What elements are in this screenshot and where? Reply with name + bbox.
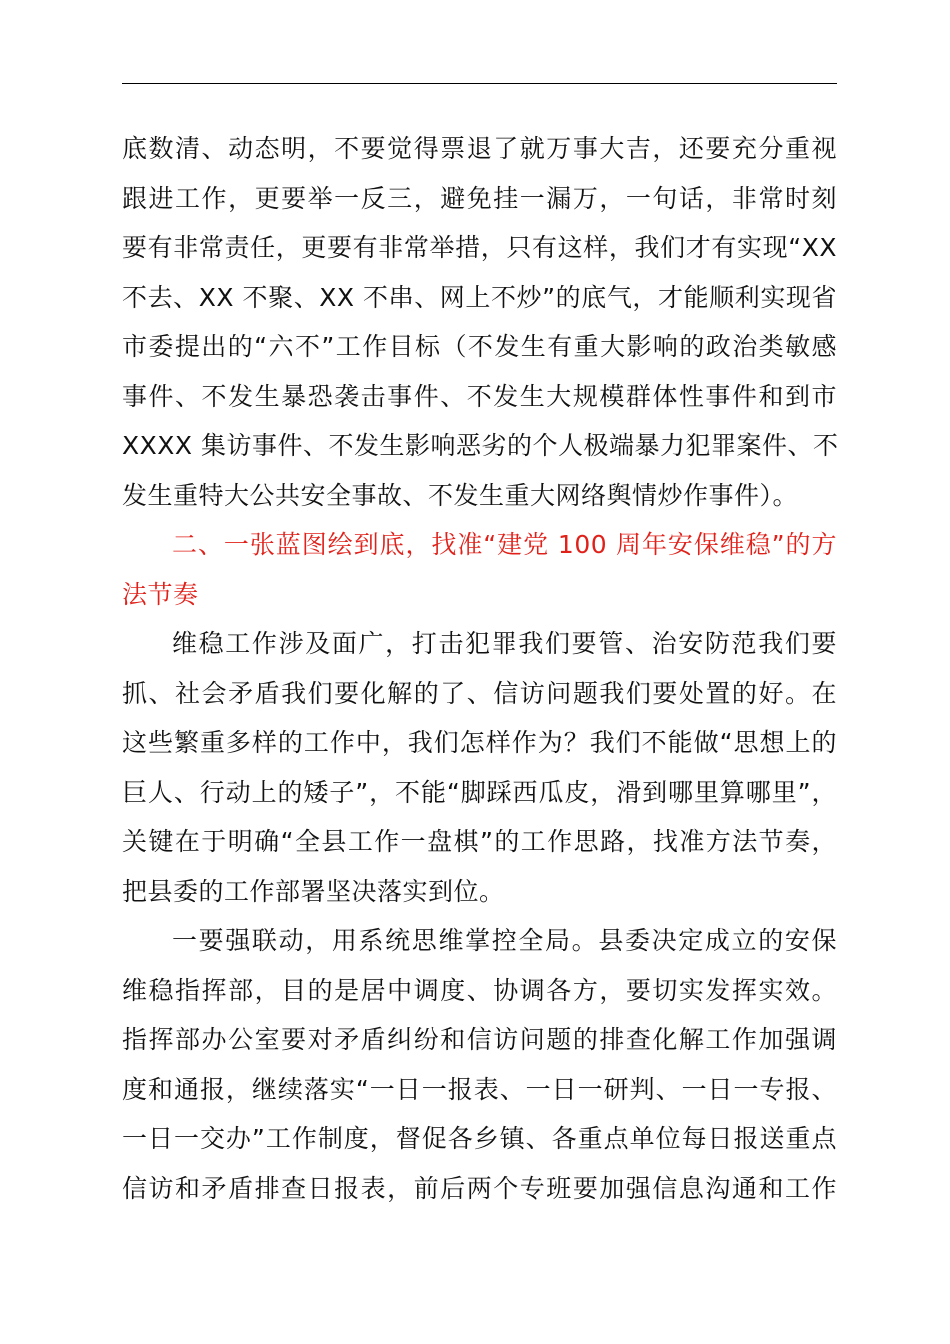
text-line: 把县委的工作部署坚决落实到位。 bbox=[122, 876, 505, 906]
text-line: 市委提出的“六不”工作目标（不发生有重大影响的政治类敏感 bbox=[122, 332, 837, 361]
paragraph-first-line: 一要强联动，用系统思维掌控全局。县委决定成立的安保 bbox=[172, 926, 837, 955]
document-body bbox=[122, 124, 837, 1213]
text-line: 指挥部办公室要对矛盾纠纷和信访问题的排查化解工作加强调 bbox=[122, 1025, 837, 1054]
text-line: 发生重特大公共安全事故、不发生重大网络舆情炒作事件）。 bbox=[122, 480, 799, 510]
header-rule bbox=[122, 83, 837, 84]
text-line: 跟进工作，更要举一反三，避免挂一漏万，一句话，非常时刻 bbox=[122, 183, 837, 213]
paragraph-first-line: 维稳工作涉及面广，打击犯罪我们要管、治安防范我们要 bbox=[172, 629, 837, 658]
text-line: 度和通报，继续落实“一日一报表、一日一研判、一日一专报、 bbox=[122, 1074, 837, 1104]
section-heading-continued: 法节奏 bbox=[122, 579, 199, 609]
text-line: 抓、社会矛盾我们要化解的了、信访问题我们要处置的好。在 bbox=[122, 678, 837, 708]
text-line: 关键在于明确“全县工作一盘棋”的工作思路，找准方法节奏， bbox=[122, 827, 837, 856]
text-line: 不去、XX 不聚、XX 不串、网上不炒”的底气，才能顺利实现省 bbox=[122, 282, 837, 312]
text-line: 一日一交办”工作制度，督促各乡镇、各重点单位每日报送重点 bbox=[122, 1124, 837, 1153]
section-heading: 二、一张蓝图绘到底，找准“建党 100 周年安保维稳”的方 bbox=[172, 530, 837, 559]
text-line: 信访和矛盾排查日报表，前后两个专班要加强信息沟通和工作 bbox=[122, 1173, 837, 1203]
text-line: 要有非常责任，更要有非常举措，只有这样，我们才有实现“XX bbox=[122, 233, 837, 262]
text-line: 维稳指挥部，目的是居中调度、协调各方，要切实发挥实效。 bbox=[122, 975, 837, 1005]
text-line: XXXX 集访事件、不发生影响恶劣的个人极端暴力犯罪案件、不 bbox=[122, 431, 839, 460]
text-line: 事件、不发生暴恐袭击事件、不发生大规模群体性事件和到市 bbox=[122, 381, 837, 411]
text-line: 底数清、动态明，不要觉得票退了就万事大吉，还要充分重视 bbox=[122, 134, 837, 163]
text-line: 这些繁重多样的工作中，我们怎样作为？我们不能做“思想上的 bbox=[122, 728, 837, 757]
text-line: 巨人、行动上的矮子”，不能“脚踩西瓜皮，滑到哪里算哪里”， bbox=[122, 777, 837, 807]
